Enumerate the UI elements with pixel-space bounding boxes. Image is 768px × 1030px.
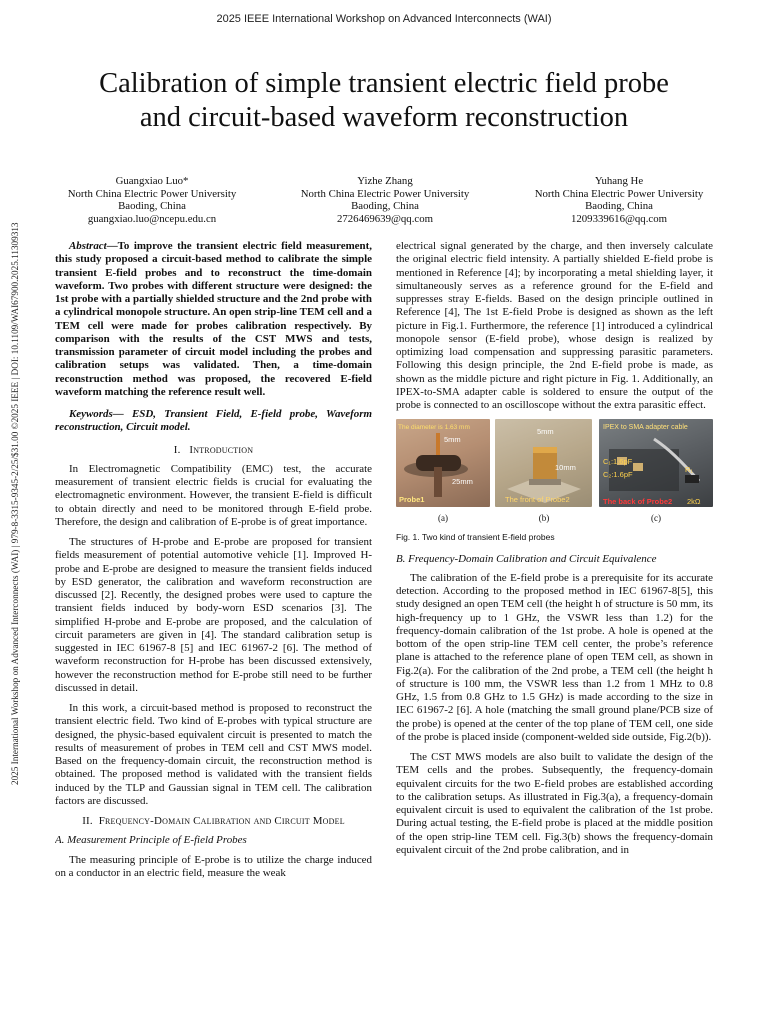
author-2 xyxy=(265,175,505,225)
author-1 xyxy=(32,175,272,225)
side-identifier: 2025 International Workshop on Advanced Interconnects (WAI) | 979-8-3315-9345-2/25/$31.00 ©2025 IEEE | DOI: 10.1109/WAI67900.2025.11309313 xyxy=(10,222,20,785)
resistor-r1-label: R₁ xyxy=(685,465,693,475)
author-location: Baoding, China xyxy=(585,200,653,213)
figure-1a-photo xyxy=(396,419,490,507)
author-name: Yizhe Zhang xyxy=(357,175,413,187)
keywords: Keywords— ESD, Transient Field, E-field probe, Waveform reconstruction, Circuit model. xyxy=(55,408,372,434)
author-affiliation: North China Electric Power University xyxy=(67,187,237,200)
capacitor-c1-label: C₁:1.6pF xyxy=(603,457,633,467)
probe1-label: Probe1 xyxy=(399,495,425,505)
section-heading-calibration xyxy=(55,815,372,828)
principle-paragraph-continued: electrical signal generated by the charge, and then inversely calculate the original electric field intensity. A partially shielded E-field probe is mentioned in Reference [4]; by incorporating a metal shielding layer, it simultaneously serves as a reference ground for the E-field and suppresses stray E-fields. Based on the design principle outlined in Reference [4], The 1st E-field Probe is designed as shown as the left picture in Fig.1. Furthermore, the reference [1] introduced a cylindrical monopole sensor (E-field probe), whose design is realized by optimizing load compensation and suppressing parasitic parameters. Following this design principle, the 2nd E-field probe is made, as shown as the middle picture and right picture in Fig. 1. Additionally, an IPEX-to-SMA adapter cable is soldered to ensure the output of the probe is connected to an oscilloscope without the extra parasitic effect. xyxy=(396,240,713,411)
figure-1b-label: (b) xyxy=(538,513,550,524)
section-number: II. xyxy=(82,815,93,827)
figure-1a-label: (a) xyxy=(438,513,448,524)
dimension-10mm: 10mm xyxy=(555,463,576,473)
author-3 xyxy=(499,175,739,225)
diameter-note: The diameter is 1.63 mm xyxy=(398,424,470,432)
probe2-front-label: The front of Probe2 xyxy=(505,495,570,505)
abstract xyxy=(55,240,372,399)
abstract-label: Abstract xyxy=(69,240,107,252)
dimension-5mm: 5mm xyxy=(537,427,554,437)
intro-paragraph-1: In Electromagnetic Compatibility (EMC) test, the accurate measurement of transient electric fields is crucial for evaluating the electromagnetic environment. However, the transient E-field is difficult to obtain directly and need to be monitored through E-field probe. Therefore, the design and calibration of E-probe is of great importance. xyxy=(55,462,372,528)
calibration-paragraph-1: The calibration of the E-field probe is a prerequisite for its accurate detection. According to the proposed method in IEC 61967-8[5], this study designed an open TEM cell (the height h of structure is 50 mm, its high-frequency up to 1 GHz, the VSWR less than 1.2) for the frequency-domain calibration of the 1st probe. A hole is opened at the bottom of the open strip-line TEM cell center, the probe’s reference plane is attached to the reference plane of open TEM cell, as shown in Fig.2(a). For the calibration of the 2nd probe, a TEM cell (the height h of structure is 100 mm, the VSWR less than 1.2 from 1 MHz to 0.8 GHz, 1.5 from 0.8 GHz to 1.5 GHz) is made according to the size in IEC 61967-2 [6]. A hole (matching the small ground plane/PCB size of the probe) is opened at the center of the top plane of TEM cell, one side of the probe is placed inside (component-welded side outside, Fig.2(b)). xyxy=(396,571,713,743)
conference-header: 2025 IEEE International Workshop on Advanced Interconnects (WAI) xyxy=(216,13,552,25)
author-location: Baoding, China xyxy=(351,200,419,213)
author-affiliation: North China Electric Power University xyxy=(534,187,704,200)
section-title: Introduction xyxy=(189,443,254,456)
author-name: Yuhang He xyxy=(594,175,644,187)
dimension-5mm: 5mm xyxy=(444,435,461,445)
right-column xyxy=(396,240,713,1030)
figure-1c-label: (c) xyxy=(651,513,661,524)
intro-paragraph-3: In this work, a circuit-based method is proposed to reconstruct the transient electric field. Two kind of E-probes with typical structure are designed, the physic-based equivalent circuit is presented to match the results of measurement of probes in TEM cell and CST MWS model. Based on the frequency-domain circuit, the reconstruction method is obtained. The proposed method is validated with the transient fields induced by the TLP and Gaussian signal in TEM cell. The calibration factors are discussed. xyxy=(55,702,372,807)
subsection-heading-a: A. Measurement Principle of E-field Probes xyxy=(55,834,247,847)
left-column xyxy=(55,240,372,1030)
title-line-1: Calibration of simple transient electric field probe xyxy=(99,68,669,99)
author-email: 2726469639@qq.com xyxy=(336,212,433,225)
section-number: I. xyxy=(173,443,181,456)
figure-1b-photo xyxy=(495,419,592,507)
author-location: Baoding, China xyxy=(118,200,186,213)
figure-1-caption: Fig. 1. Two kind of transient E-field probes xyxy=(396,532,555,543)
paper-title xyxy=(40,67,728,135)
calibration-paragraph-2: The CST MWS models are also built to validate the design of the TEM cells and the probes. Subsequently, the frequency-domain equivalent circuits for the two E-field probes are established according to the calibration setups. As illustrated in Fig.3(a), a frequency-domain equivalent circuit is used to equivalent the calibration of the 1st probe. During actual testing, the E-field probe is placed at the middle position of the open strip-line TEM cell. Fig.3(b) shows the frequency-domain equivalent circuit of the 2nd probe calibration, and in xyxy=(396,751,713,856)
figure-1c-photo xyxy=(599,419,713,507)
abstract-text: —To improve the transient electric field measurement, this study proposed a circuit-based method to calibrate the simple transient E-field probes and to reconstruct the time-domain waveform. Two probes with different structure were designed: the 1st probe with a partially shielded structure and the 2nd probe with a cylindrical monopole structure. An open strip-line TEM cell and a TEM cell were made for probes calibration respectively. By comparison with the results of the CST MWS and tests, transmission parameter of circuit model including the probes and calibration setups was validated. Then, a time-domain reconstruction method was proposed, the recovered E-field waveform matching the reference result well. xyxy=(55,240,372,398)
section-heading-introduction xyxy=(55,444,372,457)
intro-paragraph-2: The structures of H-probe and E-probe are proposed for transient fields measurement of potential automotive vehicle [1]. Improved H-probe and E-probe are designed to measure the transient fields induced by ESD generator, the calibration and waveform reconstruction are discussed [2]. Recently, the designed probes were used to capture the transient fields induced by body-worn ESD scenarios [3]. The simplified H-probe and E-probe are proposed, and the calculation of circuit parameters are given in [4]. The standard calibration setup is suggested in IEC 61967-8 [5] and IEC 61967-2 [6]. The method of waveform reconstruction for H-probe has been discussed extensively, however the reconstruction method for E-probe still need to be further discussed in detail. xyxy=(55,536,372,694)
author-name: Guangxiao Luo* xyxy=(115,175,189,187)
subsection-heading-b: B. Frequency-Domain Calibration and Circuit Equivalence xyxy=(396,552,657,565)
capacitor-c2-label: C₂:1.6pF xyxy=(603,470,633,480)
adapter-cable-label: IPEX to SMA adapter cable xyxy=(603,424,688,432)
dimension-25mm: 25mm xyxy=(452,477,473,487)
resistor-r1-value: 2kΩ xyxy=(687,497,701,507)
figure-1 xyxy=(396,419,713,529)
author-email: guangxiao.luo@ncepu.edu.cn xyxy=(87,212,217,225)
section-title: Frequency-Domain Calibration and Circuit Model xyxy=(98,815,345,827)
probe2-back-label: The back of Probe2 xyxy=(603,497,673,507)
principle-paragraph-start: The measuring principle of E-probe is to utilize the charge induced on a conductor in an electric field, measure the weak xyxy=(55,853,372,879)
author-affiliation: North China Electric Power University xyxy=(300,187,470,200)
author-email: 1209339616@qq.com xyxy=(570,212,667,225)
title-line-2: and circuit-based waveform reconstruction xyxy=(139,102,629,133)
